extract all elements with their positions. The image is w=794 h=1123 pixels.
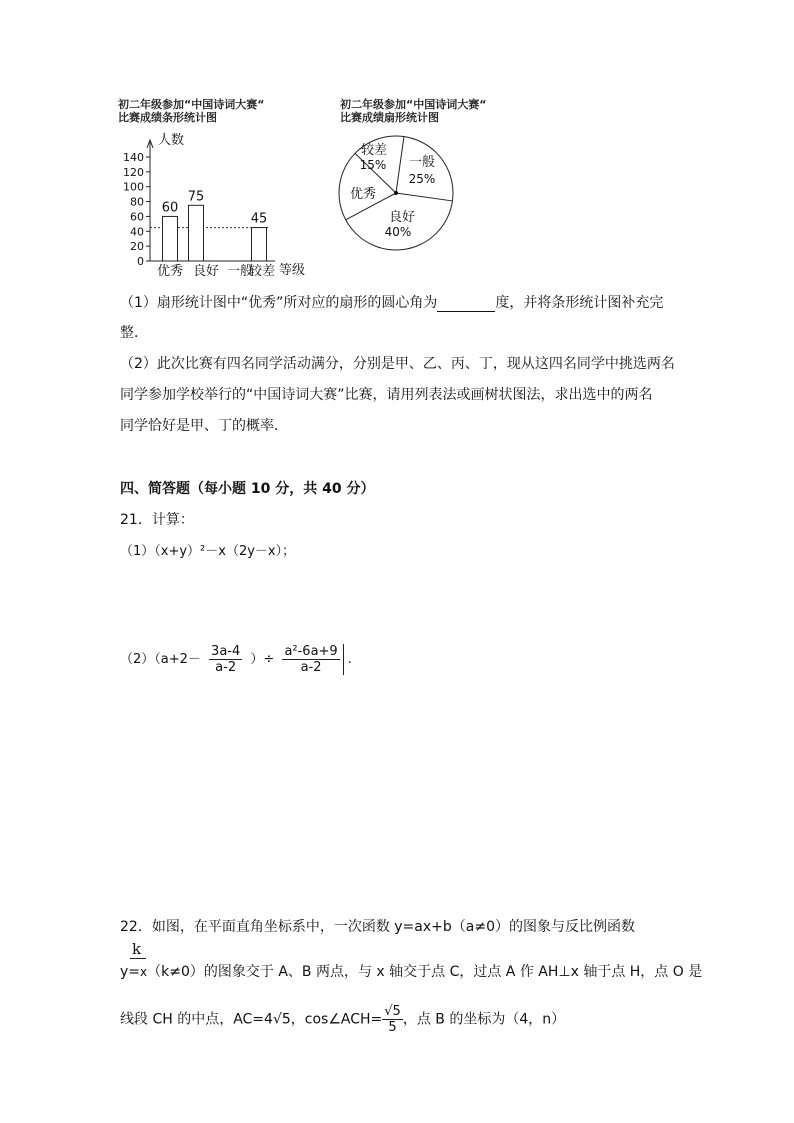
section-title: 四、简答题（每小题 10 分，共 40 分） <box>120 481 375 497</box>
q20-part2-line2: 同学参加学校举行的“中国诗词大赛”比赛，请用列表法或画树状图法，求出选中的两名 <box>120 387 653 403</box>
q22-line2-rest: （k≠0）的图象交于 A、B 两点，与 x 轴交于点 C，过点 A 作 AH⊥x 轴于点 H，点 O 是 <box>147 964 703 980</box>
pie-center-dot <box>394 191 398 195</box>
x-axis-label: 等级 <box>279 263 306 278</box>
bar-value-label: 45 <box>250 211 268 227</box>
bar-chart <box>110 128 325 278</box>
q20-part2-line1: （2）此次比赛有四名同学活动满分，分别是甲、乙、丙、丁，现从这四名同学中挑选两名 <box>120 356 675 372</box>
q20-part1-text-a: （1）扇形统计图中“优秀”所对应的扇形的圆心角为 <box>120 295 438 311</box>
inverse-fraction-denominator: x <box>140 965 148 979</box>
y-tick-label: 100 <box>123 180 144 194</box>
q22-line3-text-b: ，cos∠ACH= <box>290 1011 383 1028</box>
bar-chart-title-line2: 比赛成绩条形统计图 <box>118 111 217 124</box>
pie-chart-title-line2: 比赛成绩扇形统计图 <box>340 111 439 124</box>
answer-blank <box>437 297 495 312</box>
fraction-2 <box>282 644 343 675</box>
category-label: 较差 <box>248 264 276 278</box>
q21-stem: 21．计算： <box>120 512 194 528</box>
pie-chart <box>330 128 465 258</box>
y-tick-label: 60 <box>130 210 144 224</box>
fraction-1 <box>209 644 242 675</box>
y-tick-label: 40 <box>130 225 144 239</box>
pie-slice-percent: 15% <box>359 158 387 172</box>
q20-part2-line3: 同学恰好是甲、丁的概率． <box>120 418 288 434</box>
y-tick-label: 120 <box>123 165 144 179</box>
fraction-2-numerator: a²-6a+9 <box>284 644 338 659</box>
fraction-1-numerator: 3a-4 <box>211 644 241 659</box>
y-tick-label: 140 <box>123 151 144 164</box>
y-tick-label: 0 <box>137 255 144 268</box>
q21-part2-mid: ）÷ <box>250 652 275 667</box>
q22-line2-prefix: y= <box>120 964 141 980</box>
q22-line3-text-a: 线段 CH 的中点，AC=4 <box>120 1011 273 1028</box>
cos-fraction-denominator: 5 <box>388 1020 397 1035</box>
q21-part2-end: . <box>347 652 352 667</box>
q20-part1-line2: 整． <box>120 325 148 341</box>
category-label: 优秀 <box>156 264 184 278</box>
y-axis-label: 人数 <box>158 133 185 148</box>
q20-part1-text-b: 度，并将条形统计图补充完 <box>495 295 664 311</box>
inverse-fraction-numerator: k <box>132 940 142 958</box>
pie-chart-title-line1: 初二年级参加“中国诗词大赛“ <box>340 98 487 111</box>
bar-0 <box>163 216 178 261</box>
fraction-1-denominator: a-2 <box>215 660 237 675</box>
cos-fraction <box>382 1004 403 1035</box>
pie-slice-percent: 40% <box>384 225 412 239</box>
q21-part1: （1）（x+y）²－x（2y－x）； <box>120 544 296 559</box>
bar-3 <box>252 228 267 261</box>
cos-fraction-numerator: √5 <box>384 1004 401 1019</box>
q21-part2 <box>120 644 352 675</box>
pie-slice-label: 较差 <box>360 143 388 158</box>
inverse-fraction-bar <box>130 958 146 959</box>
q22-line3-text-c: ，点 B 的坐标为（4，n） <box>402 1011 566 1028</box>
pie-slice-label: 一般 <box>408 155 436 170</box>
q22-line2 <box>120 961 702 981</box>
sqrt5: √5 <box>272 1011 291 1028</box>
bar-value-label: 75 <box>187 189 205 205</box>
pie-slice-label: 优秀 <box>349 187 377 202</box>
fraction-2-denominator: a-2 <box>300 660 322 675</box>
bar-value-label: 60 <box>161 200 179 216</box>
q20-part1-line1 <box>120 292 663 312</box>
q21-part2-prefix: （2）（a+2－ <box>120 652 201 667</box>
y-tick-label: 80 <box>130 195 144 209</box>
category-label: 良好 <box>192 264 220 278</box>
y-tick-label: 20 <box>130 240 144 254</box>
q22-line1: 22．如图，在平面直角坐标系中，一次函数 y=ax+b（a≠0）的图象与反比例函数 <box>120 919 635 935</box>
bar-1 <box>189 205 204 261</box>
q22-line3 <box>120 1004 565 1035</box>
bar-chart-title-line1: 初二年级参加“中国诗词大赛“ <box>118 98 265 111</box>
pie-slice-label: 良好 <box>388 210 416 225</box>
pie-slice-percent: 25% <box>408 172 436 186</box>
category-label: 一般 <box>226 264 254 278</box>
